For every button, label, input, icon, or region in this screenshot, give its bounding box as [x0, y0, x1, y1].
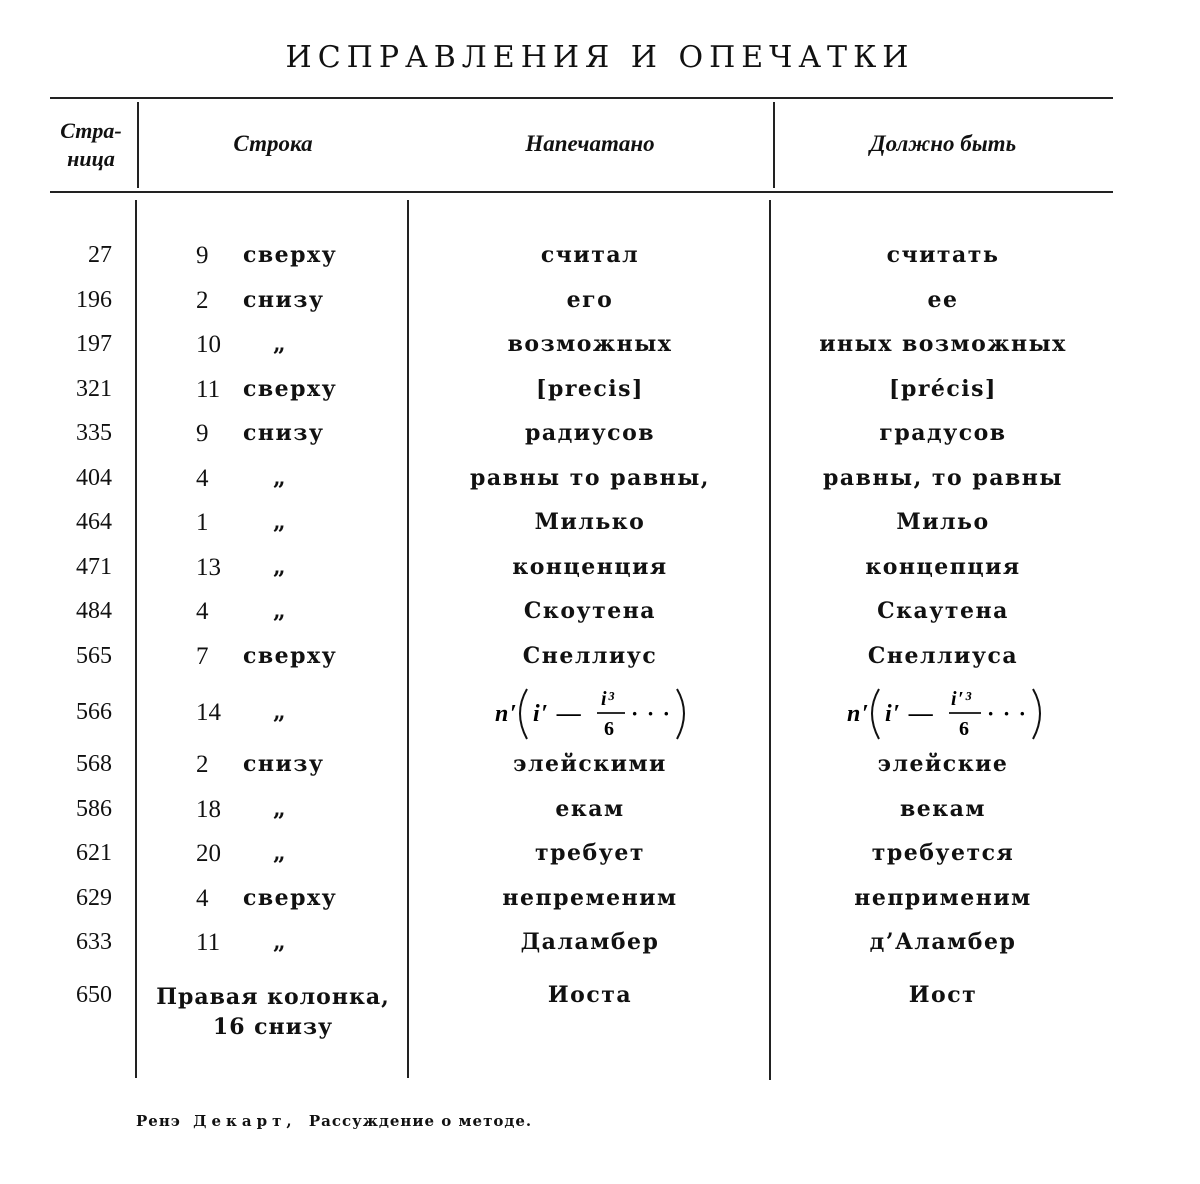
line-position-cell: снизу	[243, 751, 325, 777]
page-cell: 471	[76, 553, 112, 580]
line-number-cell: 2	[196, 286, 209, 314]
should-be-cell: элейские	[877, 751, 1009, 777]
line-number-cell: 13	[196, 553, 221, 581]
line-position-cell: сверху	[243, 242, 338, 268]
table-row	[0, 370, 1200, 415]
printed-cell: Снеллиус	[522, 642, 658, 669]
page-cell: 650	[76, 981, 112, 1008]
printed-cell: конценция	[512, 553, 668, 580]
page-cell: 484	[76, 598, 112, 624]
should-be-formula-svg	[773, 681, 1113, 745]
formula-denominator: 6	[959, 718, 971, 740]
printed-cell: Иоста	[547, 981, 633, 1008]
line-full-cell	[139, 982, 407, 1042]
table-row	[0, 681, 1200, 745]
printed-cell: [precis]	[536, 375, 644, 402]
page-cell: 196	[76, 286, 112, 313]
formula-numerator: i³	[601, 688, 616, 710]
line-number-cell: 4	[196, 598, 209, 625]
line-position-cell: снизу	[243, 286, 325, 313]
table-header-rule	[50, 191, 1113, 193]
table-row	[0, 834, 1200, 879]
formula-open-paren	[520, 689, 527, 739]
printed-cell: Милько	[534, 509, 646, 535]
line-number-cell: 9	[196, 242, 209, 269]
printed-cell: екам	[555, 795, 625, 822]
table-row	[0, 968, 1200, 1048]
should-be-cell: концепция	[865, 553, 1021, 580]
printed-cell: считал	[540, 242, 640, 268]
page-cell: 633	[76, 929, 112, 955]
header-page-line2: ница	[67, 146, 115, 171]
page-cell: 621	[76, 840, 112, 866]
page-cell: 568	[76, 751, 112, 777]
line-position-ditto: „	[273, 840, 288, 866]
should-be-cell: ее	[927, 286, 959, 313]
page-cell: 27	[88, 242, 112, 268]
line-number-cell: 10	[196, 331, 221, 358]
errata-rows	[0, 236, 1200, 1048]
formula-close-paren	[677, 689, 684, 739]
should-be-cell: Иост	[908, 981, 978, 1008]
should-be-cell: градусов	[879, 420, 1007, 446]
page-cell: 629	[76, 884, 112, 911]
should-be-cell: Мильо	[896, 509, 990, 535]
formula-numerator: i′³	[951, 688, 973, 710]
line-position-ditto: „	[273, 929, 288, 955]
printed-cell: требует	[535, 840, 645, 866]
line-position-ditto: „	[273, 509, 288, 535]
line-number-cell: 11	[196, 929, 221, 956]
footer-work-title: Рассуждение о методе.	[308, 1112, 533, 1130]
line-number-cell: 4	[196, 884, 209, 912]
line-number-cell: 14	[196, 699, 221, 726]
line-full-part-2: 16 снизу	[212, 1013, 334, 1040]
header-should-be: Должно быть	[869, 131, 1017, 156]
line-position-cell: снизу	[243, 420, 325, 446]
line-number-cell: 11	[196, 375, 221, 403]
should-be-cell: Скаутена	[877, 598, 1009, 624]
line-number-cell: 18	[196, 795, 221, 823]
table-row	[0, 414, 1200, 459]
line-position-ditto: „	[273, 699, 288, 725]
line-position-ditto: „	[273, 795, 288, 822]
formula-n-prime: n′	[495, 701, 519, 727]
page-cell: 586	[76, 795, 112, 822]
formula-denominator: 6	[604, 718, 616, 740]
should-be-cell: требуется	[871, 840, 1015, 866]
table-row	[0, 637, 1200, 682]
formula-n-prime: n′	[847, 701, 871, 727]
printed-cell: равны то равны,	[470, 464, 710, 491]
table-row	[0, 592, 1200, 637]
page-cell: 565	[76, 642, 112, 669]
should-be-cell: равны, то равны	[823, 464, 1063, 491]
printed-cell: возможных	[507, 331, 673, 357]
should-be-cell: д’Аламбер	[869, 929, 1017, 955]
header-page-line1: Стра-	[60, 118, 122, 143]
line-position-ditto: „	[273, 464, 288, 491]
page-cell: 464	[76, 509, 112, 535]
footer-author-surname: Декарт,	[193, 1112, 297, 1130]
table-row	[0, 281, 1200, 326]
table-row	[0, 325, 1200, 370]
should-be-cell: Снеллиуса	[867, 642, 1019, 669]
should-be-cell: считать	[886, 242, 1000, 268]
line-position-cell: сверху	[243, 642, 338, 669]
should-be-cell: [précis]	[889, 375, 997, 402]
printed-cell: радиусов	[524, 420, 656, 446]
footer-author-name: Ренэ	[136, 1112, 181, 1130]
should-be-cell: векам	[899, 795, 987, 822]
table-row	[0, 923, 1200, 968]
printed-formula-svg	[409, 681, 771, 745]
formula-ellipsis: · · ·	[987, 701, 1028, 726]
line-position-cell: сверху	[243, 375, 338, 402]
line-full-part-1: Правая колонка,	[156, 983, 390, 1010]
line-number-cell: 20	[196, 840, 221, 867]
line-number-cell: 1	[196, 509, 209, 536]
table-row	[0, 236, 1200, 281]
header-line: Строка	[233, 131, 313, 156]
header-page	[45, 117, 137, 173]
header-printed: Напечатано	[525, 131, 655, 156]
table-row	[0, 503, 1200, 548]
table-row	[0, 548, 1200, 593]
should-be-formula	[773, 681, 1113, 751]
formula-ellipsis: · · ·	[631, 701, 672, 726]
table-row	[0, 879, 1200, 924]
table-row	[0, 790, 1200, 835]
table-row	[0, 745, 1200, 790]
printed-cell: его	[566, 286, 614, 313]
line-number-cell: 2	[196, 751, 209, 778]
line-position-ditto: „	[273, 598, 288, 624]
line-position-ditto: „	[273, 331, 288, 357]
page-cell: 335	[76, 420, 112, 446]
formula-open-paren	[872, 689, 879, 739]
printed-formula	[409, 681, 771, 751]
page-cell: 321	[76, 375, 112, 402]
formula-term: i′ —	[885, 701, 935, 727]
should-be-cell: иных возможных	[819, 331, 1067, 357]
line-position-cell: сверху	[243, 884, 338, 911]
table-row	[0, 459, 1200, 504]
should-be-cell: неприменим	[854, 884, 1032, 911]
formula-close-paren	[1033, 689, 1040, 739]
page-cell: 404	[76, 464, 112, 491]
printed-cell: Даламбер	[520, 929, 660, 955]
line-number-cell: 7	[196, 642, 209, 670]
formula-term: i′ —	[533, 701, 583, 727]
page-cell: 566	[76, 699, 112, 725]
table-top-rule	[50, 97, 1113, 99]
printed-cell: элейскими	[513, 751, 667, 777]
printed-cell: Скоутена	[523, 598, 657, 624]
line-number-cell: 9	[196, 420, 209, 447]
page-cell: 197	[76, 331, 112, 357]
line-position-ditto: „	[273, 553, 288, 580]
footer-credit	[136, 1112, 532, 1130]
printed-cell: непременим	[502, 884, 678, 911]
page-title: ИСПРАВЛЕНИЯ И ОПЕЧАТКИ	[285, 40, 915, 75]
line-number-cell: 4	[196, 464, 209, 492]
